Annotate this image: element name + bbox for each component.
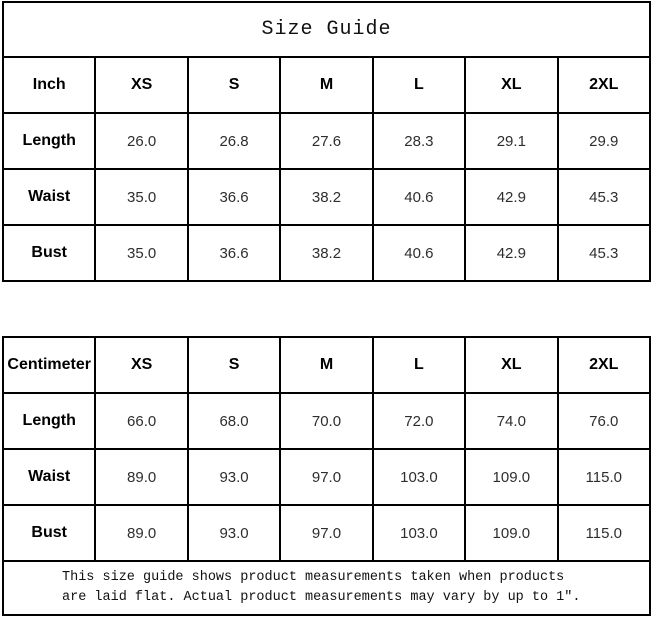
value-cell: 36.6	[188, 225, 280, 281]
value-cell: 103.0	[373, 449, 465, 505]
value-cell: 26.8	[188, 113, 280, 169]
size-header-s: S	[188, 337, 280, 393]
size-header-2xl: 2XL	[558, 337, 650, 393]
value-cell: 40.6	[373, 169, 465, 225]
value-cell: 45.3	[558, 169, 650, 225]
value-cell: 35.0	[95, 225, 187, 281]
size-header-m: M	[280, 57, 372, 113]
inch-header-row	[3, 57, 650, 113]
value-cell: 93.0	[188, 505, 280, 561]
unit-header-centimeter: Centimeter	[3, 337, 95, 393]
value-cell: 70.0	[280, 393, 372, 449]
size-header-l: L	[373, 337, 465, 393]
value-cell: 38.2	[280, 169, 372, 225]
footer-note-line: are laid flat. Actual product measurements may vary by up to 1″.	[62, 590, 581, 605]
value-cell: 72.0	[373, 393, 465, 449]
row-label-length: Length	[3, 393, 95, 449]
value-cell: 89.0	[95, 449, 187, 505]
size-header-xl: XL	[465, 57, 557, 113]
value-cell: 89.0	[95, 505, 187, 561]
table-gap	[2, 282, 651, 338]
value-cell: 103.0	[373, 505, 465, 561]
value-cell: 109.0	[465, 505, 557, 561]
value-cell: 97.0	[280, 505, 372, 561]
value-cell: 42.9	[465, 169, 557, 225]
footer-note-line: This size guide shows product measurements taken when products	[62, 570, 565, 585]
centimeter-size-table	[2, 336, 651, 562]
value-cell: 28.3	[373, 113, 465, 169]
footer-note	[2, 560, 651, 616]
value-cell: 76.0	[558, 393, 650, 449]
size-header-xs: XS	[95, 57, 187, 113]
inch-size-table	[2, 56, 651, 282]
size-guide-title: Size Guide	[2, 1, 651, 58]
size-header-s: S	[188, 57, 280, 113]
row-label-waist: Waist	[3, 169, 95, 225]
value-cell: 109.0	[465, 449, 557, 505]
table-row	[3, 225, 650, 281]
value-cell: 26.0	[95, 113, 187, 169]
value-cell: 66.0	[95, 393, 187, 449]
table-row	[3, 113, 650, 169]
unit-header-inch: Inch	[3, 57, 95, 113]
size-header-xs: XS	[95, 337, 187, 393]
value-cell: 74.0	[465, 393, 557, 449]
table-row	[3, 449, 650, 505]
centimeter-header-row	[3, 337, 650, 393]
value-cell: 40.6	[373, 225, 465, 281]
value-cell: 115.0	[558, 505, 650, 561]
size-guide-sheet	[2, 1, 651, 615]
size-header-xl: XL	[465, 337, 557, 393]
value-cell: 35.0	[95, 169, 187, 225]
value-cell: 115.0	[558, 449, 650, 505]
value-cell: 97.0	[280, 449, 372, 505]
value-cell: 36.6	[188, 169, 280, 225]
size-header-2xl: 2XL	[558, 57, 650, 113]
table-row	[3, 393, 650, 449]
value-cell: 93.0	[188, 449, 280, 505]
value-cell: 68.0	[188, 393, 280, 449]
value-cell: 29.1	[465, 113, 557, 169]
row-label-bust: Bust	[3, 225, 95, 281]
size-header-l: L	[373, 57, 465, 113]
row-label-length: Length	[3, 113, 95, 169]
row-label-bust: Bust	[3, 505, 95, 561]
size-header-m: M	[280, 337, 372, 393]
row-label-waist: Waist	[3, 449, 95, 505]
value-cell: 27.6	[280, 113, 372, 169]
value-cell: 38.2	[280, 225, 372, 281]
value-cell: 29.9	[558, 113, 650, 169]
table-row	[3, 505, 650, 561]
value-cell: 45.3	[558, 225, 650, 281]
table-row	[3, 169, 650, 225]
value-cell: 42.9	[465, 225, 557, 281]
